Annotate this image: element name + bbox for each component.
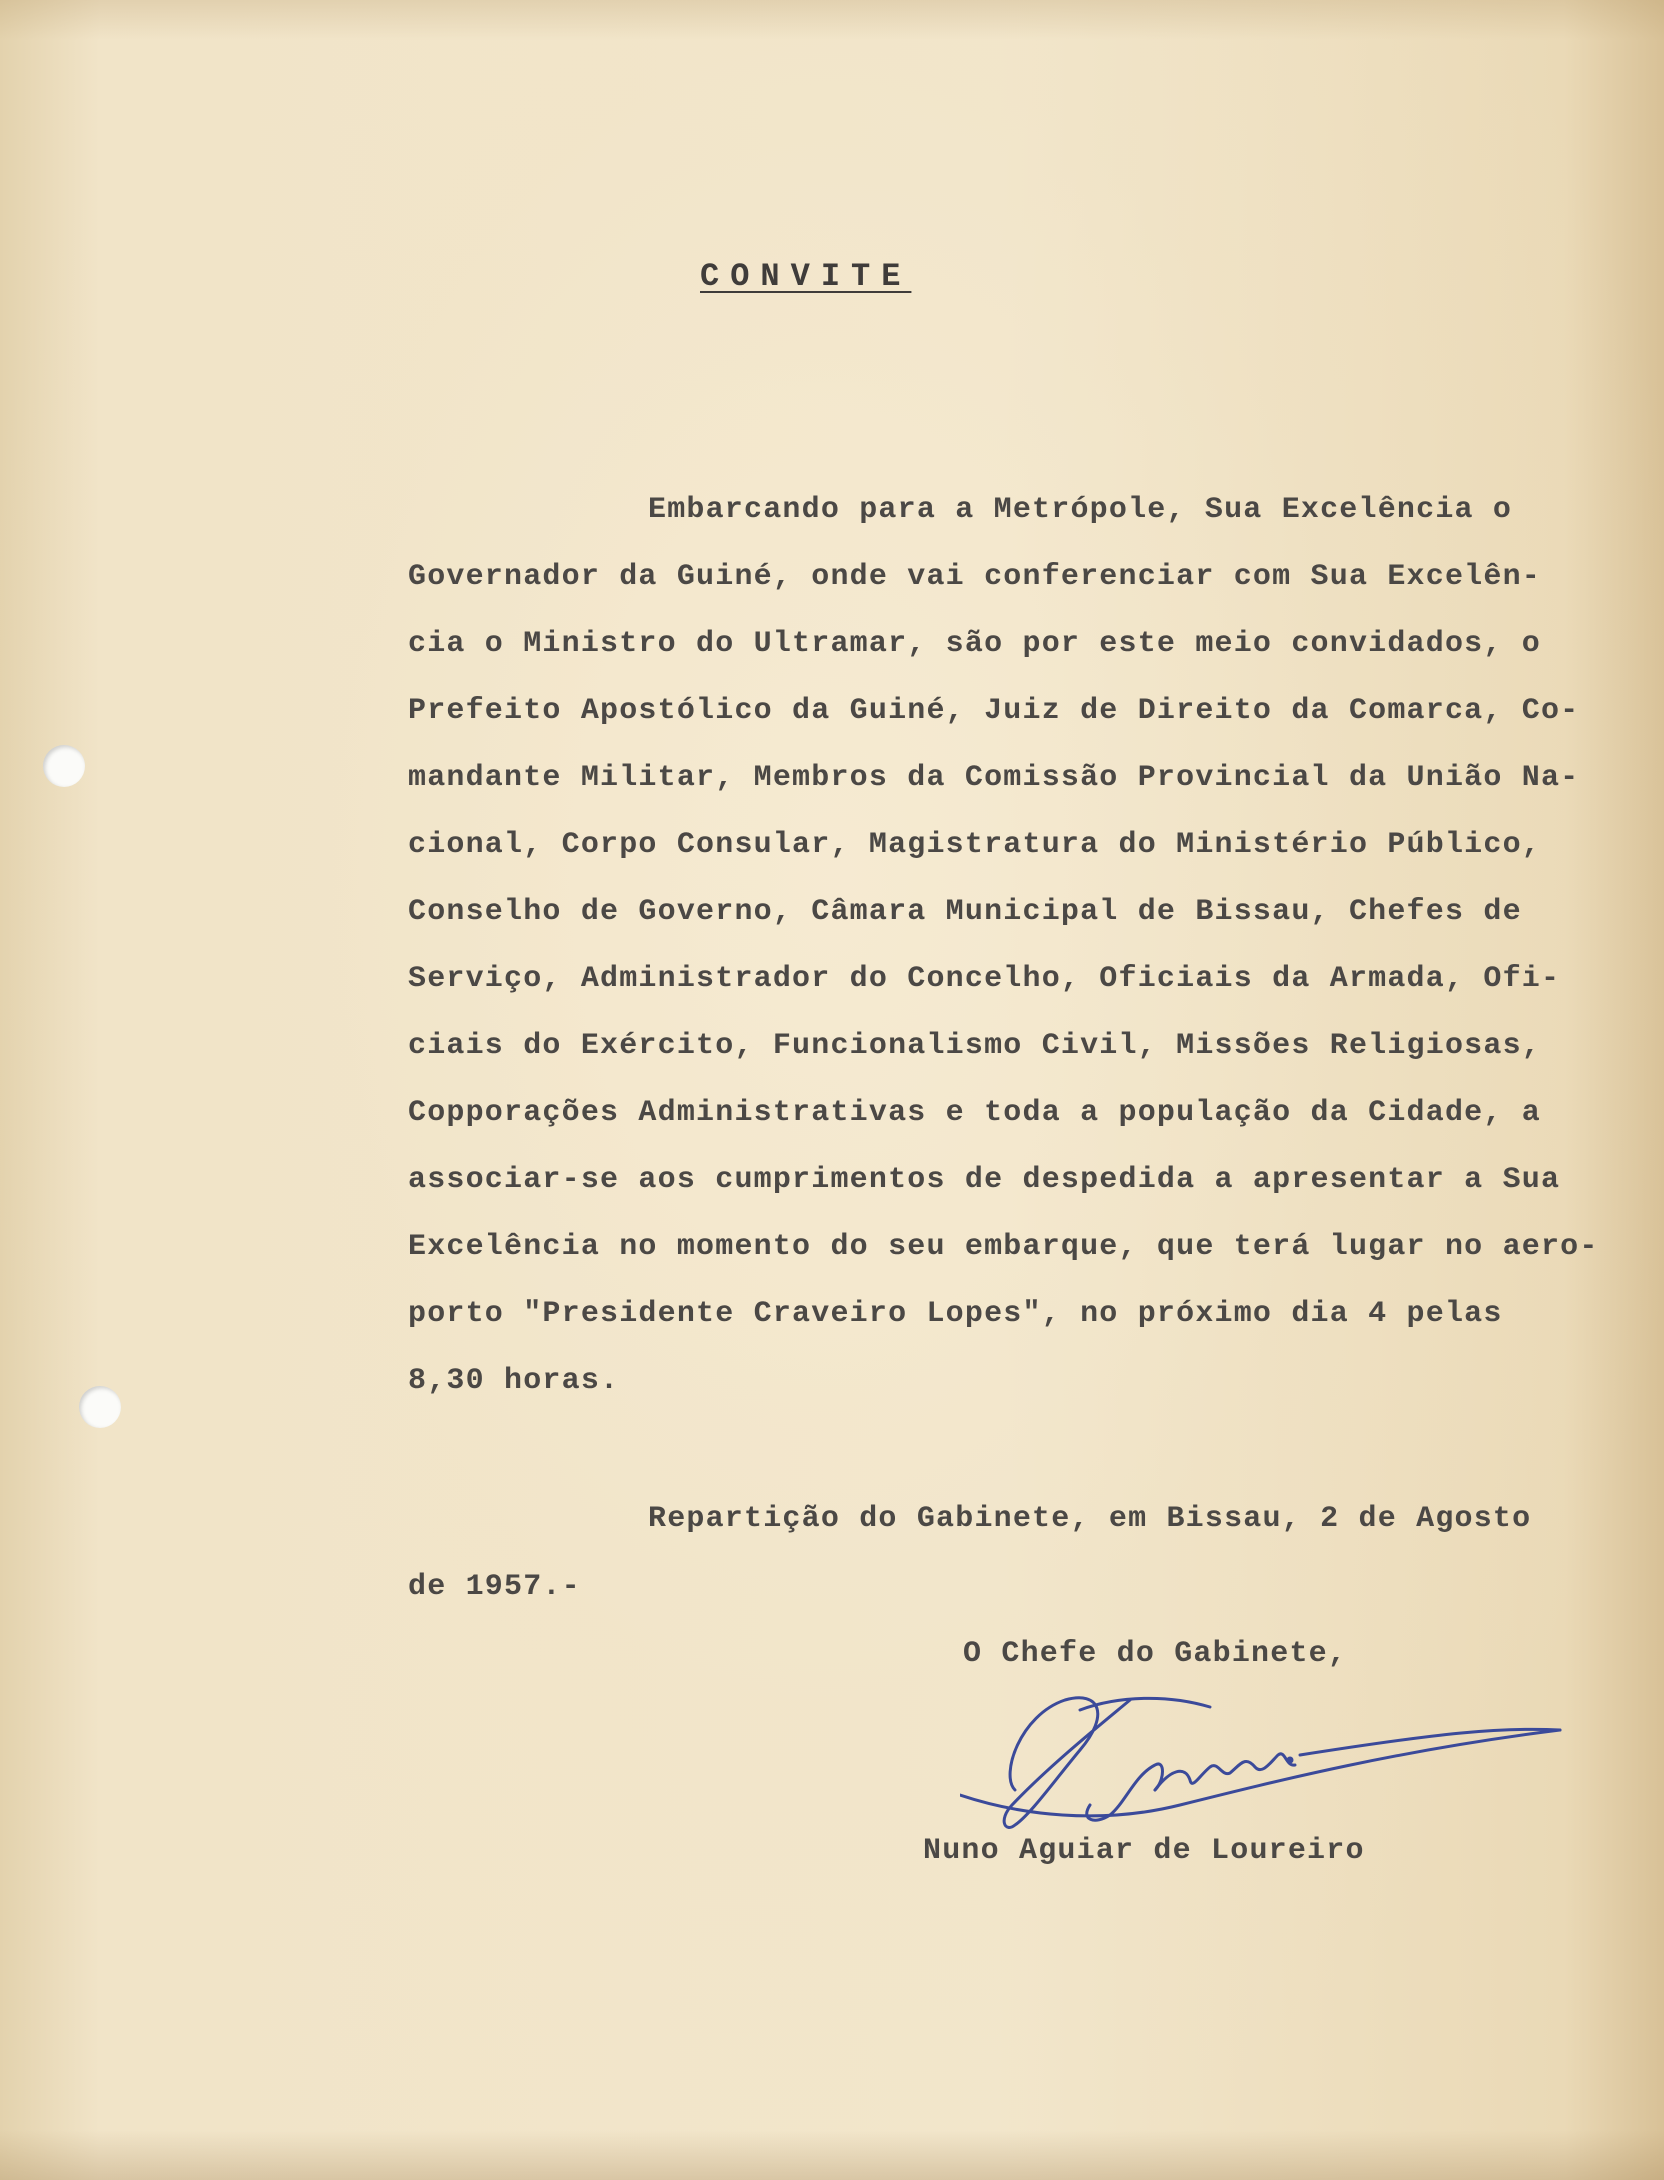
body-line-5: mandante Militar, Membros da Comissão Provincial da União Na- <box>408 761 1580 795</box>
paper-edge-top <box>0 0 1664 40</box>
body-line-11: associar-se aos cumprimentos de despedida a apresentar a Sua <box>408 1163 1561 1197</box>
body-line-10: Copporações Administrativas e toda a população da Cidade, a <box>408 1096 1541 1130</box>
body-line-6: cional, Corpo Consular, Magistratura do Ministério Público, <box>408 828 1541 862</box>
body-line-1: Embarcando para a Metrópole, Sua Excelência o <box>648 493 1513 527</box>
document-title: CONVITE <box>700 258 912 295</box>
signatory-title: O Chefe do Gabinete, <box>963 1637 1348 1671</box>
body-line-2: Governador da Guiné, onde vai conferenciar com Sua Excelên- <box>408 560 1541 594</box>
body-line-7: Conselho de Governo, Câmara Municipal de Bissau, Chefes de <box>408 895 1522 929</box>
body-line-12: Excelência no momento do seu embarque, que terá lugar no aero- <box>408 1230 1599 1264</box>
punch-hole-lower <box>79 1386 121 1428</box>
closing-line-1: Repartição do Gabinete, em Bissau, 2 de Agosto <box>648 1502 1532 1536</box>
body-line-14: 8,30 horas. <box>408 1364 620 1398</box>
body-line-3: cia o Ministro do Ultramar, são por este meio convidados, o <box>408 627 1541 661</box>
punch-hole-upper <box>43 745 85 787</box>
signatory-name: Nuno Aguiar de Loureiro <box>923 1834 1365 1868</box>
body-line-9: ciais do Exército, Funcionalismo Civil, Missões Religiosas, <box>408 1029 1541 1063</box>
body-line-4: Prefeito Apostólico da Guiné, Juiz de Direito da Comarca, Co- <box>408 694 1580 728</box>
handwritten-signature <box>960 1655 1610 1855</box>
closing-line-2: de 1957.- <box>408 1570 581 1604</box>
paper-edge-bottom <box>0 2130 1664 2180</box>
body-line-8: Serviço, Administrador do Concelho, Oficiais da Armada, Ofi- <box>408 962 1561 996</box>
body-line-13: porto "Presidente Craveiro Lopes", no próximo dia 4 pelas <box>408 1297 1503 1331</box>
